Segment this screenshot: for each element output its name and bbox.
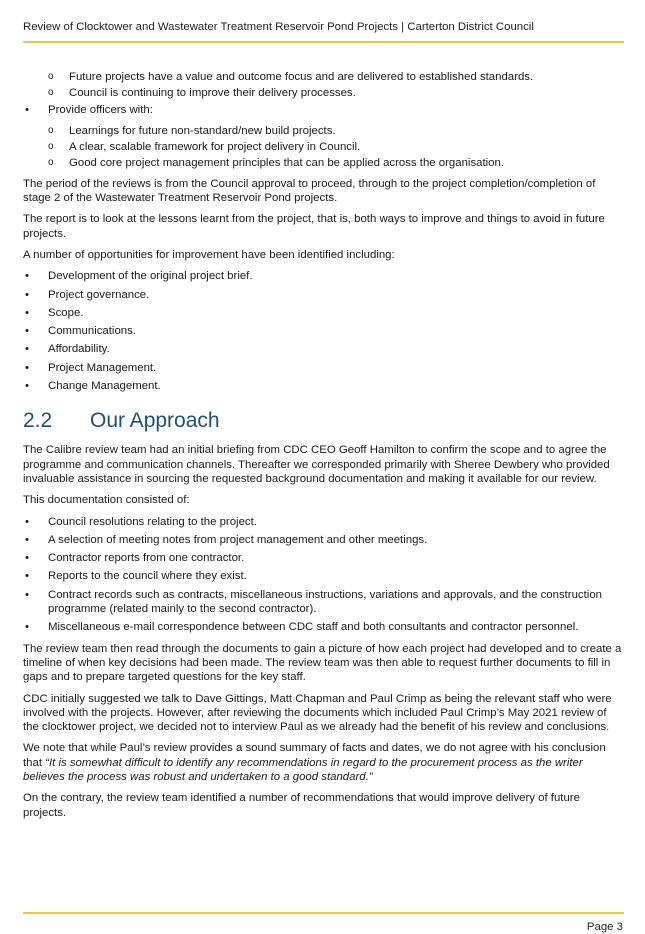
paragraph-period: The period of the reviews is from the Council approval to proceed, through to the project completion/completion of stage 2 of the Wastewater Treatment Reservoir Pond projects. <box>23 177 596 205</box>
bullet-icon: • <box>25 343 29 356</box>
bullet-icon: • <box>25 621 29 634</box>
header-rule <box>23 41 624 43</box>
list-item: o A clear, scalable framework for project delivery in Council. <box>48 141 361 154</box>
list-item: • Contract records such as contracts, miscellaneous instructions, variations and approvals, and the construction programme (related mainly to the second contractor). <box>25 588 602 616</box>
list-item: • Miscellaneous e-mail correspondence between CDC staff and both consultants and contractor personnel. <box>25 621 579 634</box>
bullet-icon: • <box>25 588 29 601</box>
note-lead-text: We note that while Paul’s review provides a sound summary of facts and dates, we do not agree with his conclusion that <box>23 742 606 769</box>
bullet-icon: • <box>25 515 29 528</box>
page-header: Review of Clocktower and Wastewater Treatment Reservoir Pond Projects | Carterton District Council <box>23 21 534 33</box>
paragraph-cdc: CDC initially suggested we talk to Dave Gittings, Matt Chapman and Paul Crimp as being the relevant staff who were involved with the projects. However, after reviewing the documents which included Paul Crimp’s May 2021 review of the clocktower project, we decided not to interview Paul as we already had the benefit of his review and conclusions. <box>23 692 612 734</box>
list-item: • Project governance. <box>25 288 150 301</box>
bullet-icon: • <box>25 103 29 116</box>
bullet-list-officers <box>23 103 623 117</box>
list-item: • Communications. <box>25 325 136 338</box>
bullet-icon: • <box>25 288 29 301</box>
bullet-icon: • <box>25 325 29 338</box>
bullet-icon: • <box>25 270 29 283</box>
list-item: • Reports to the council where they exist. <box>25 570 247 583</box>
paragraph-review: The review team then read through the documents to gain a picture of how each project had developed and to create a timeline of when key decisions had been made. The review team was then able to request further documents to fill in gaps and to prepare targeted questions for the key staff. <box>23 642 622 684</box>
list-item: • Scope. <box>25 306 84 319</box>
bullet-icon: • <box>25 380 29 393</box>
sub-list-officers <box>23 124 623 171</box>
list-item: • Contractor reports from one contractor. <box>25 552 245 565</box>
bullet-icon: • <box>25 533 29 546</box>
paragraph-contrary: On the contrary, the review team identified a number of recommendations that would improve delivery of future projects. <box>23 792 580 819</box>
section-number: 2.2 <box>23 409 53 433</box>
list-item: • Provide officers with: <box>25 103 153 116</box>
bullet-list-opportunities <box>23 269 623 393</box>
bullet-icon: • <box>25 306 29 319</box>
bullet-icon: • <box>25 570 29 583</box>
paragraph-report: The report is to look at the lessons learnt from the project, that is, both ways to improve and things to avoid in future projects. <box>23 213 605 240</box>
list-item: • Development of the original project brief. <box>25 270 253 283</box>
page-content <box>23 70 623 827</box>
paragraph-note <box>23 741 623 784</box>
hollow-bullet-icon: o <box>48 71 54 82</box>
bullet-icon: • <box>25 552 29 565</box>
section-heading <box>23 409 623 433</box>
page-number: Page 3 <box>586 921 623 933</box>
list-item: • Affordability. <box>25 343 110 356</box>
list-item: • A selection of meeting notes from project management and other meetings. <box>25 533 428 546</box>
paragraph-documentation: This documentation consisted of: <box>23 494 190 507</box>
paragraph-briefing: The Calibre review team had an initial briefing from CDC CEO Geoff Hamilton to confirm the scope and to agree the programme and communication channels. Thereafter we corresponded primarily with Sheree Dewbery who provided invaluable assistance in sourcing the requested background documentation and making it available for our review. <box>23 444 610 485</box>
bullet-list-documentation <box>23 515 623 635</box>
list-item: • Project Management. <box>25 361 157 374</box>
note-quote: “It is somewhat difficult to identify any recommendations in regard to the procurement process as the writer believes the process was robust and undertaken to a good standard.” <box>23 756 583 783</box>
list-item: o Future projects have a value and outcome focus and are delivered to established standards. <box>48 71 534 83</box>
hollow-bullet-icon: o <box>48 141 54 153</box>
list-item: • Change Management. <box>25 380 161 393</box>
hollow-bullet-icon: o <box>48 124 54 136</box>
hollow-bullet-icon: o <box>48 157 54 169</box>
sub-list-outcomes <box>23 70 623 101</box>
list-item: o Council is continuing to improve their delivery processes. <box>48 87 356 100</box>
list-item: • Council resolutions relating to the project. <box>25 515 257 528</box>
bullet-icon: • <box>25 361 29 374</box>
paragraph-opportunities: A number of opportunities for improvement have been identified including: <box>23 248 395 261</box>
list-item: o Learnings for future non-standard/new build projects. <box>48 124 336 137</box>
footer-rule <box>23 912 624 914</box>
list-item: o Good core project management principles that can be applied across the organisation. <box>48 157 505 170</box>
section-title: Our Approach <box>90 409 220 433</box>
hollow-bullet-icon: o <box>48 87 54 99</box>
